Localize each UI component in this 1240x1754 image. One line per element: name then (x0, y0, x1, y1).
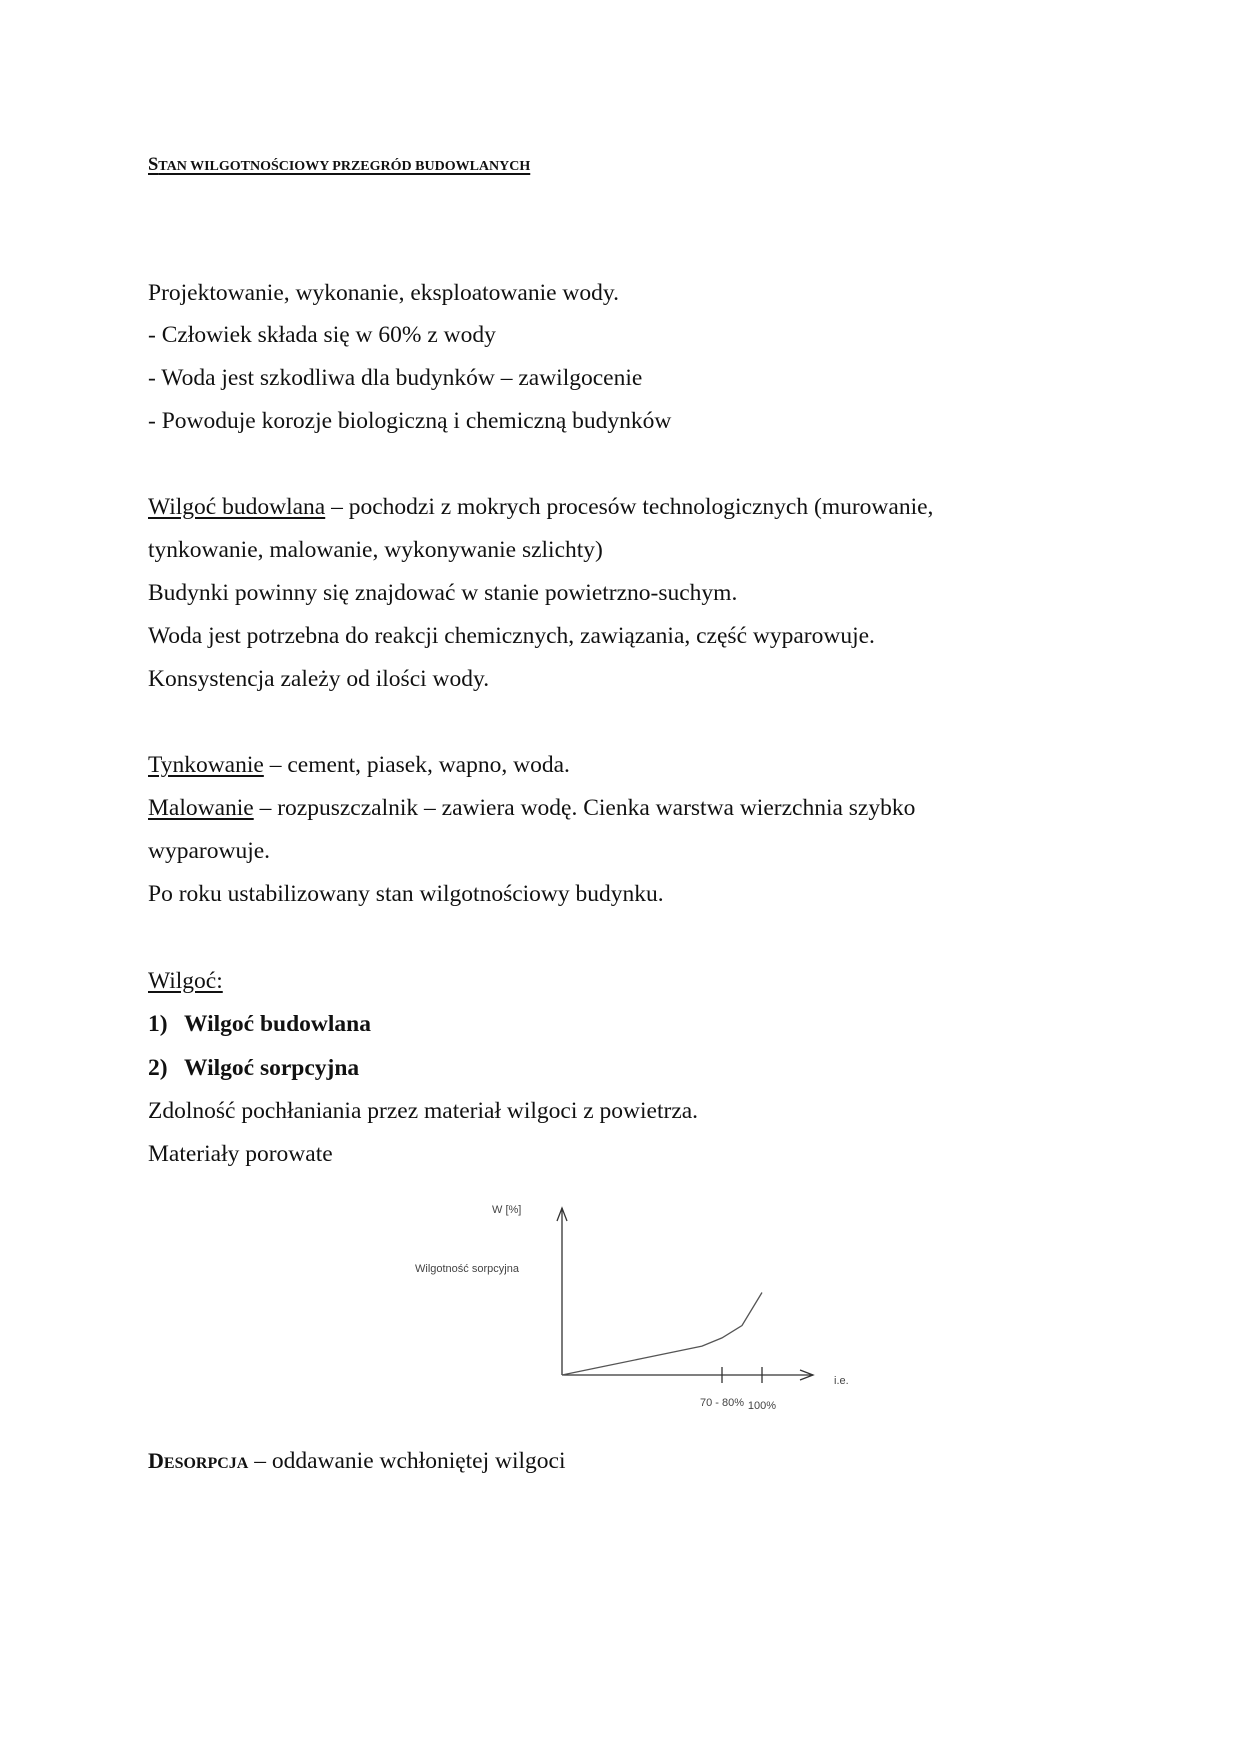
desorption-text: – oddawanie wchłoniętej wilgoci (248, 1448, 566, 1474)
intro-line: Projektowanie, wykonanie, eksploatowanie wody. (148, 280, 619, 306)
title-rest: TAN WILGOTNOŚCIOWY PRZEGRÓD BUDOWLANYCH (158, 159, 531, 174)
list-label: Wilgoć sorpcyjna (184, 1055, 360, 1081)
paint-def-cont: wyparowuje. (148, 838, 271, 864)
paint-term: Malowanie (148, 795, 254, 821)
document-title (148, 148, 530, 182)
x-axis-label: i.e. (834, 1375, 849, 1387)
construction-moisture-term: Wilgoć budowlana (148, 494, 326, 520)
intro-bullet: - Człowiek składa się w 60% z wody (148, 322, 496, 348)
plaster-text: – cement, piasek, wapno, woda. (263, 752, 570, 778)
y-axis-label: W [%] (492, 1204, 522, 1216)
list-item (148, 1009, 371, 1039)
paragraph-line: Konsystencja zależy od ilości wody. (148, 666, 490, 692)
list-item (148, 1053, 359, 1083)
construction-moisture-def-cont: tynkowanie, malowanie, wykonywanie szlichty) (148, 537, 603, 563)
paragraph-line: Woda jest potrzebna do reakcji chemicznych, zawiązania, część wyparowuje. (148, 623, 875, 649)
curve-label: Wilgotność sorpcyjna (415, 1263, 519, 1275)
list-number: 2) (148, 1055, 168, 1081)
plaster-def (148, 750, 570, 780)
sorption-chart (400, 1190, 870, 1420)
plaster-term: Tynkowanie (148, 752, 264, 778)
porous-materials: Materiały porowate (148, 1141, 333, 1167)
title-initial: S (148, 155, 159, 175)
construction-moisture-text: – pochodzi z mokrych procesów technologicznych (murowanie, (325, 494, 934, 520)
construction-moisture-def (148, 492, 933, 522)
list-number: 1) (148, 1011, 168, 1037)
paint-def (148, 793, 915, 823)
desorption-initial: D (148, 1448, 164, 1473)
intro-bullet: - Powoduje korozje biologiczną i chemiczną budynków (148, 408, 672, 434)
stabilized-line: Po roku ustabilizowany stan wilgotnościowy budynku. (148, 881, 664, 907)
sorption-curve (562, 1293, 762, 1376)
desorption-term-rest: ESORPCJA (163, 1455, 249, 1472)
desorption-def (148, 1446, 566, 1479)
intro-bullet: - Woda jest szkodliwa dla budynków – zawilgocenie (148, 365, 643, 391)
paragraph-line: Budynki powinny się znajdować w stanie powietrzno-suchym. (148, 580, 738, 606)
x-tick-label: 100% (747, 1400, 777, 1412)
paint-text: – rozpuszczalnik – zawiera wodę. Cienka warstwa wierzchnia szybko (253, 795, 916, 821)
moisture-heading: Wilgoć: (148, 968, 223, 994)
list-label: Wilgoć budowlana (184, 1011, 371, 1037)
sorption-definition: Zdolność pochłaniania przez materiał wilgoci z powietrza. (148, 1098, 699, 1124)
x-tick-label: 70 - 80% (699, 1397, 745, 1409)
